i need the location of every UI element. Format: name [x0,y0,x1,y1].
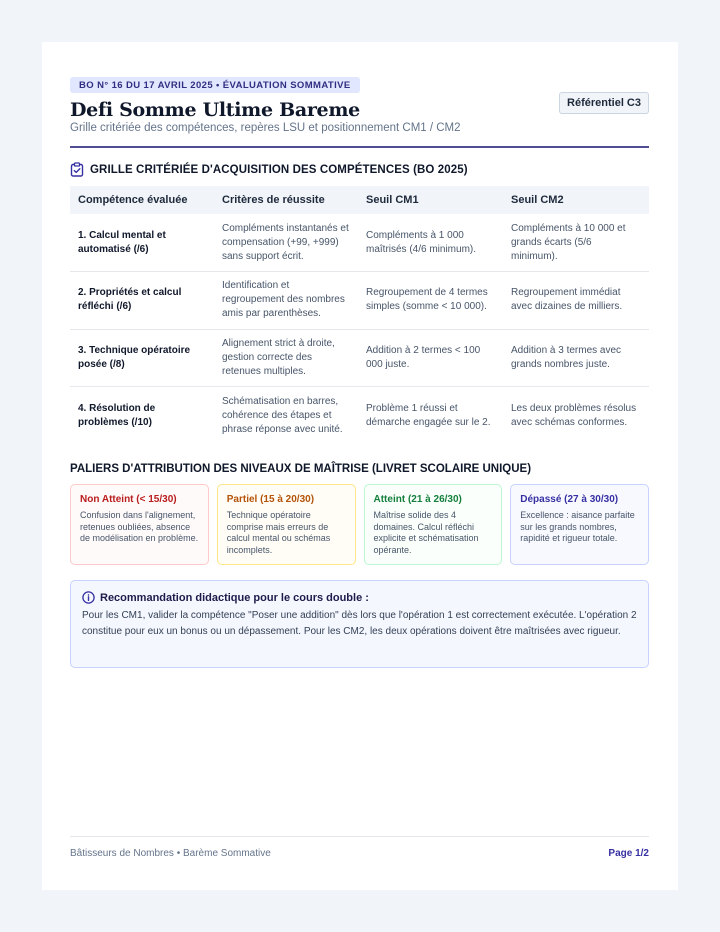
level-description: Excellence : aisance parfaite sur les grands nombres, rapidité et rigueur totale. [520,510,635,543]
grid-heading [70,162,649,177]
competence-cell: 2. Propriétés et calcul réfléchi (/6) [70,272,214,330]
criteria-cell: Identification et regroupement des nombres amis par parenthèses. [214,272,358,330]
clipboard-check-icon [70,162,84,177]
level-card-non-atteint [70,484,209,565]
level-description: Technique opératoire comprise mais erreurs de calcul mental ou schémas incomplets. [226,510,331,555]
competence-cell: 4. Résolution de problèmes (/10) [78,402,156,428]
levels-heading: PALIERS D'ATTRIBUTION DES NIVEAUX DE MAÎTRISE (LIVRET SCOLAIRE UNIQUE) [70,463,532,475]
table-row [70,387,649,445]
table-row [70,214,649,272]
info-icon [82,591,95,604]
levels-list [70,484,649,565]
criteria-cell: Compléments instantanés et compensation (+99, +999) sans support écrit. [214,214,358,272]
criteria-cell: Alignement strict à droite, gestion correcte des retenues multiples. [214,329,358,387]
cm1-threshold-cell: Compléments à 1 000 maîtrisés (4/6 minimum). [358,214,503,272]
column-header: Compétence évaluée [70,186,214,214]
cm1-threshold-cell: Addition à 2 termes < 100 000 juste. [358,329,503,387]
recommendation-title: Recommandation didactique pour le cours double : [100,591,369,604]
page-title: Defi Somme Ultime Bareme [70,99,360,121]
level-title: Dépassé (27 à 30/30) [520,494,619,505]
competence-cell: 1. Calcul mental et automatisé (/6) [70,214,214,272]
document-page [42,42,678,890]
cm2-threshold-cell: Regroupement immédiat avec dizaines de milliers. [503,272,649,330]
table-row [70,272,649,330]
level-description: Confusion dans l'alignement, retenues oubliées, absence de modélisation en problème. [80,510,199,543]
grid-heading-text: GRILLE CRITÉRIÉE D'ACQUISITION DES COMPÉTENCES (BO 2025) [90,163,468,176]
criteria-cell: Schématisation en barres, cohérence des étapes et phrase réponse avec unité. [222,395,343,435]
table-header-row [70,186,649,214]
cm2-threshold-cell: Les deux problèmes résolus avec schémas conformes. [511,402,637,428]
recommendation-heading [82,591,637,604]
bulletin-badge: BO N° 16 DU 17 AVRIL 2025 • ÉVALUATION SOMMATIVE [70,77,360,93]
cm1-threshold-cell: Regroupement de 4 termes simples (somme < 10 000). [358,272,503,330]
competence-table [70,186,649,444]
column-header: Critères de réussite [214,186,358,214]
cm2-threshold-cell: Addition à 3 termes avec grands nombres juste. [503,329,649,387]
level-title: Atteint (21 à 26/30) [373,494,462,505]
level-title: Non Atteint (< 15/30) [80,494,177,505]
level-card-atteint [364,484,503,565]
level-card-partiel [217,484,356,565]
header [70,75,649,148]
competence-cell: 3. Technique opératoire posée (/8) [70,329,214,387]
cm2-threshold-cell: Compléments à 10 000 et grands écarts (5/6 minimum). [503,214,649,272]
column-header: Seuil CM1 [358,186,503,214]
page-content [70,75,649,668]
table-row [70,329,649,387]
footer-source: Bâtisseurs de Nombres • Barème Sommative [70,848,271,859]
cm1-threshold-cell: Problème 1 réussi et démarche engagée sur le 2. [366,402,491,428]
reference-badge: Référentiel C3 [559,92,649,114]
page-number: Page 1/2 [608,848,649,859]
column-header: Seuil CM2 [503,186,649,214]
level-title: Partiel (15 à 20/30) [226,494,315,505]
page-footer [70,836,649,859]
recommendation-text: Pour les CM1, valider la compétence "Poser une addition" dès lors que l'opération 1 est correctement exécutée. L'opération 2 constitue pour eux un bonus ou un dépassement. Pour les CM2, les deux opérations doivent être maîtrisées avec rigueur. [82,610,637,637]
page-subtitle: Grille critériée des compétences, repères LSU et positionnement CM1 / CM2 [70,122,461,134]
level-card-depasse [510,484,649,565]
header-divider [70,146,649,148]
level-description: Maîtrise solide des 4 domaines. Calcul réfléchi explicite et schématisation opérante. [373,510,479,555]
recommendation-box [70,580,649,668]
